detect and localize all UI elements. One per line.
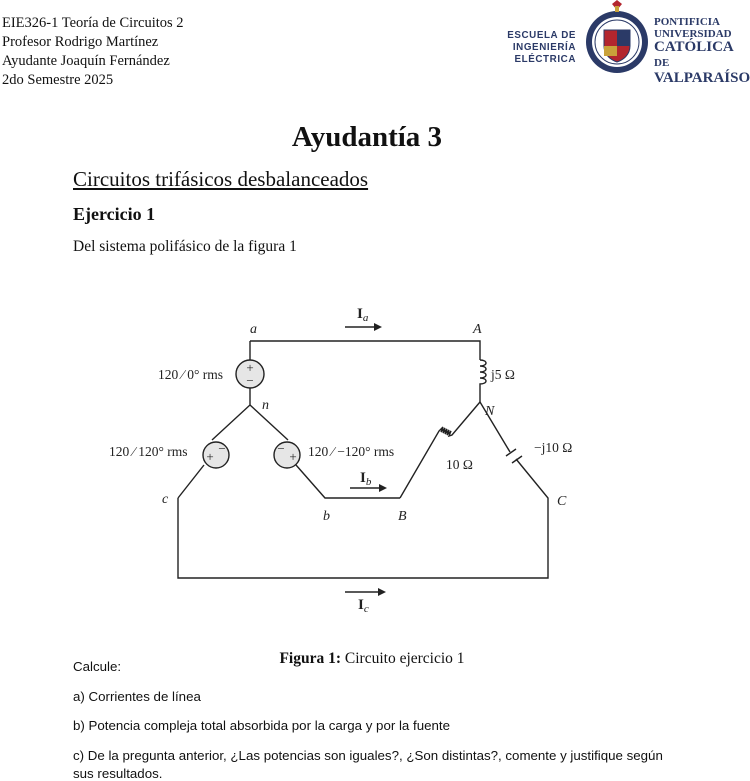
school-logo-line2: INGENIERÍA ELÉCTRICA bbox=[512, 42, 576, 65]
capacitor-minus-j10 bbox=[506, 449, 522, 463]
label-node-C: C bbox=[557, 494, 567, 509]
label-node-B: B bbox=[398, 509, 407, 524]
university-logo-line3: CATÓLICA DE bbox=[654, 39, 733, 69]
label-Vc: 120 ∕ 120° rms bbox=[109, 444, 188, 459]
section-subtitle: Circuitos trifásicos desbalanceados bbox=[73, 167, 369, 191]
label-Va: 120 ∕ 0° rms bbox=[158, 367, 224, 382]
label-Ia: $I_a$ bbox=[357, 306, 369, 324]
figure-caption: Figura 1: Circuito ejercicio 1 bbox=[279, 650, 465, 667]
label-ZA: j5 Ω bbox=[491, 367, 515, 382]
exercise-heading: Ejercicio 1 bbox=[73, 204, 156, 224]
label-Vb: 120 ∕ −120° rms bbox=[308, 444, 395, 459]
question-b: b) Potencia compleja total absorbida por la carga y por la fuente bbox=[73, 718, 450, 733]
svg-text:−: − bbox=[277, 441, 285, 456]
semester-line: 2do Semestre 2025 bbox=[2, 72, 114, 88]
label-Ib: $I_b$ bbox=[360, 470, 372, 488]
question-a: a) Corrientes de línea bbox=[73, 689, 201, 704]
circuit-diagram bbox=[75, 300, 635, 630]
label-node-b: b bbox=[323, 509, 330, 524]
wire-a-A bbox=[250, 341, 480, 360]
university-logo-line4: VALPARAÍSO bbox=[654, 70, 750, 86]
university-logo-line1: PONTIFICIA bbox=[654, 16, 721, 28]
label-Ic: $I_c$ bbox=[358, 597, 369, 615]
resistor-10 bbox=[400, 402, 480, 498]
svg-text:−: − bbox=[218, 441, 226, 456]
university-seal-icon bbox=[584, 0, 650, 80]
svg-text:−: − bbox=[246, 373, 254, 388]
university-logo bbox=[654, 16, 750, 86]
school-logo bbox=[452, 30, 576, 66]
inductor-j5 bbox=[480, 360, 486, 402]
document-header bbox=[2, 14, 184, 90]
professor-line: Profesor Rodrigo Martínez bbox=[2, 34, 159, 50]
svg-text:+: + bbox=[246, 360, 254, 375]
assistant-line: Ayudante Joaquín Fernández bbox=[2, 53, 170, 69]
school-logo-line1: ESCUELA DE bbox=[507, 30, 576, 41]
label-node-c: c bbox=[162, 492, 169, 507]
label-ZB: 10 Ω bbox=[446, 457, 473, 472]
svg-text:+: + bbox=[206, 449, 214, 464]
exercise-intro: Del sistema polifásico de la figura 1 bbox=[73, 238, 297, 255]
page-title: Ayudantía 3 bbox=[291, 121, 443, 153]
label-node-A: A bbox=[473, 322, 482, 337]
questions-prompt: Calcule: bbox=[73, 659, 122, 674]
question-c-line1: c) De la pregunta anterior, ¿Las potencias son iguales?, ¿Son distintas?, comente y justifique según bbox=[73, 748, 663, 763]
svg-text:+: + bbox=[289, 449, 297, 464]
label-node-N: N bbox=[485, 404, 495, 419]
question-c-line2: sus resultados. bbox=[73, 766, 163, 781]
course-line: EIE326-1 Teoría de Circuitos 2 bbox=[2, 15, 184, 31]
label-node-n: n bbox=[262, 398, 269, 413]
label-node-a: a bbox=[250, 322, 257, 337]
label-ZC: −j10 Ω bbox=[534, 440, 573, 455]
university-logo-line2: UNIVERSIDAD bbox=[654, 28, 732, 40]
